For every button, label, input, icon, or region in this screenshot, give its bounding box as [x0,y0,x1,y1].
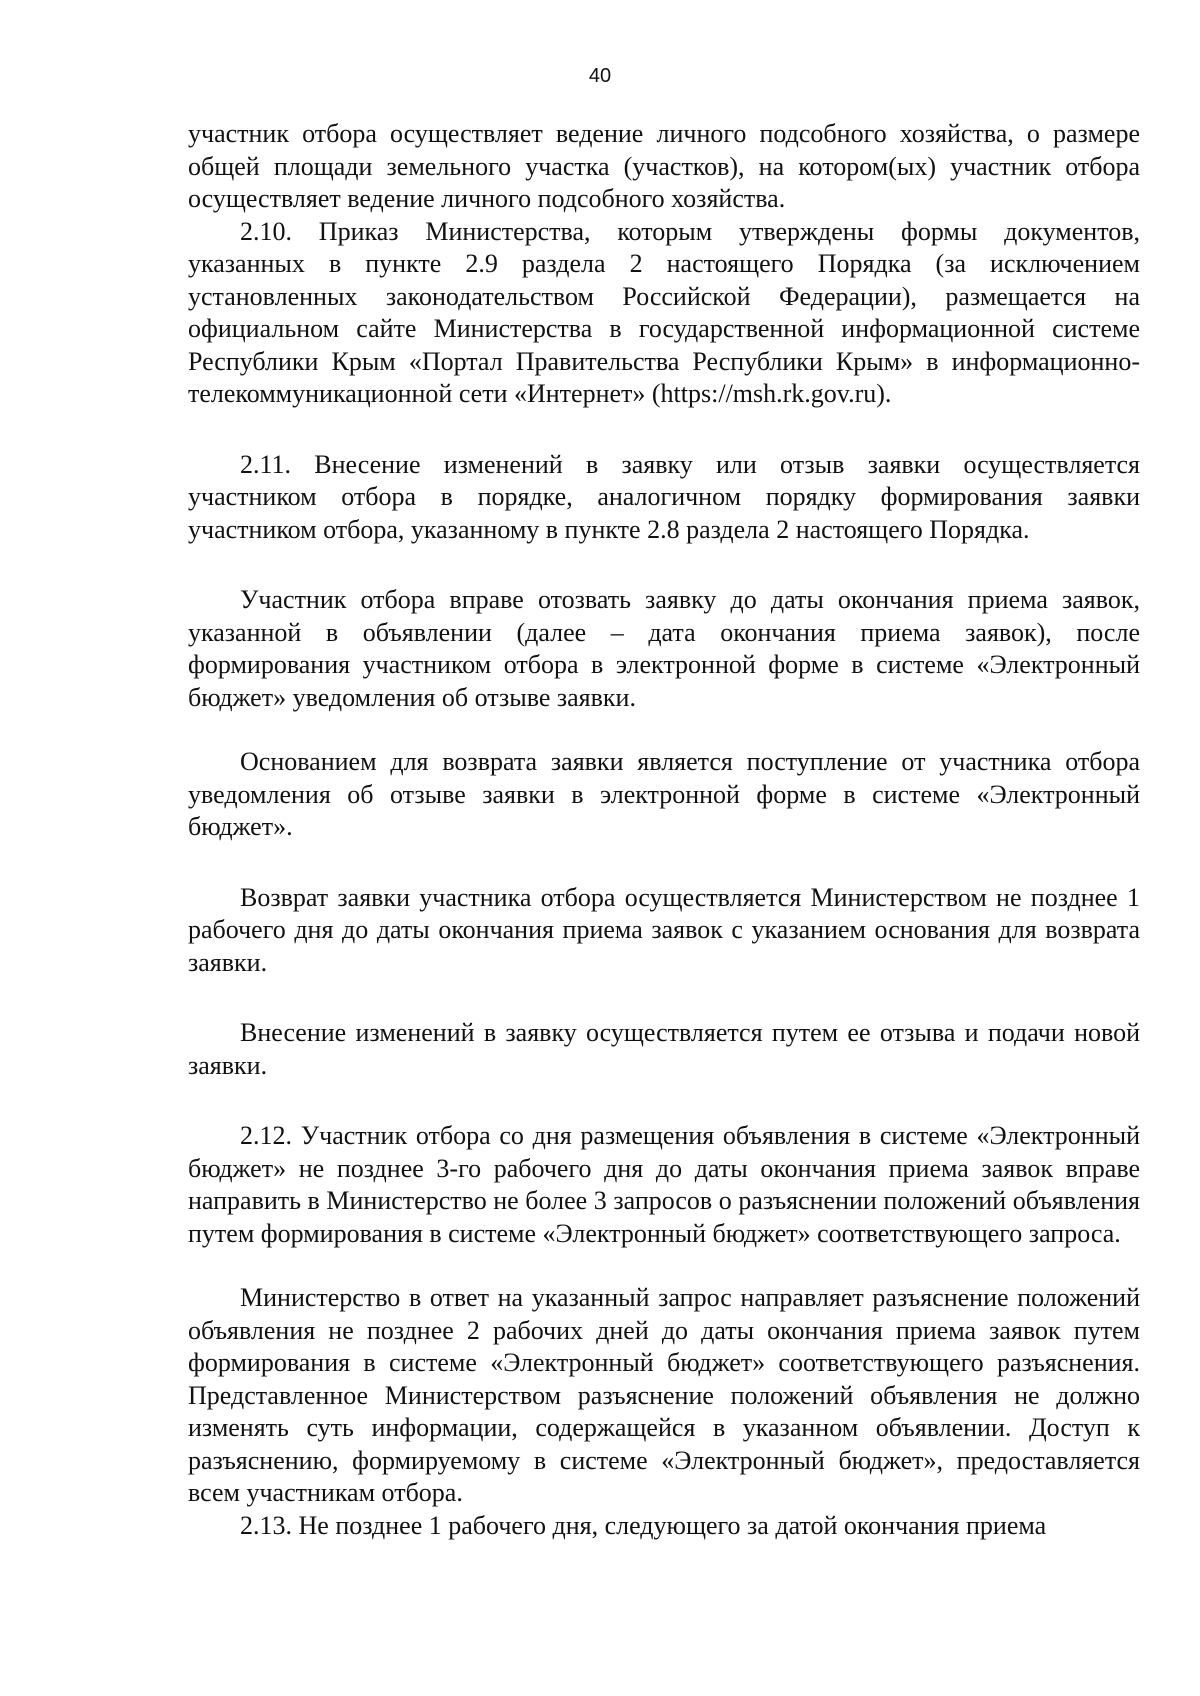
paragraph-withdraw-right: Участник отбора вправе отозвать заявку до даты окончания приема заявок, указанной в объявлении (далее – дата окончания приема заявок), после формирования участником отбора в электронной форме в системе «Электронный бюджет» уведомления об отзыве заявки. [188,585,1140,712]
paragraph-2-10: 2.10. Приказ Министерства, которым утверждены формы документов, указанных в пункте 2.9 раздела 2 настоящего Порядка (за исключением установленных законодательством Российской Федерации), размещается на официальном сайте Министерства в государственной информационной системе Республики Крым «Портал Правительства Республики Крым» в информационно-телекоммуникационной сети «Интернет» (https://msh.rk.gov.ru). [188,216,1140,408]
paragraph-changes: Внесение изменений в заявку осуществляется путем ее отзыва и подачи новой заявки. [188,1018,1140,1080]
paragraph-clarification: Министерство в ответ на указанный запрос направляет разъяснение положений объявления не позднее 2 рабочих дней до даты окончания приема заявок путем формирования в системе «Электронный бюджет» соответствующего разъяснения. Представленное Министерством разъяснение положений объявления не должно изменять суть информации, содержащейся в указанном объявлении. Доступ к разъяснению, формируемому в системе «Электронный бюджет», предоставляется всем участникам отбора. [188,1283,1140,1507]
paragraph-return-deadline: Возврат заявки участника отбора осуществляется Министерством не позднее 1 рабочего дня до даты окончания приема заявок с указанием основания для возврата заявки. [188,882,1140,977]
paragraph-2-12: 2.12. Участник отбора со дня размещения объявления в системе «Электронный бюджет» не позднее 3-го рабочего дня до даты окончания приема заявок вправе направить в Министерство не более 3 запросов о разъяснении положений объявления путем формирования в системе «Электронный бюджет» соответствующего запроса. [188,1121,1140,1248]
paragraph-2-13: 2.13. Не позднее 1 рабочего дня, следующего за датой окончания приема [240,1510,1047,1540]
paragraph-continuation: участник отбора осуществляет ведение личного подсобного хозяйства, о размере общей площади земельного участка (участков), на котором(ых) участник отбора осуществляет ведение личного подсобного хозяйства. [188,119,1140,213]
paragraph-return-basis: Основанием для возврата заявки является поступление от участника отбора уведомления об отзыве заявки в электронной форме в системе «Электронный бюджет». [188,747,1140,841]
document-body [188,118,1140,1542]
page-number: 40 [588,65,612,87]
paragraph-2-11: 2.11. Внесение изменений в заявку или отзыв заявки осуществляется участником отбора в порядке, аналогичном порядку формирования заявки участником отбора, указанному в пункте 2.8 раздела 2 настоящего Порядка. [188,449,1140,544]
